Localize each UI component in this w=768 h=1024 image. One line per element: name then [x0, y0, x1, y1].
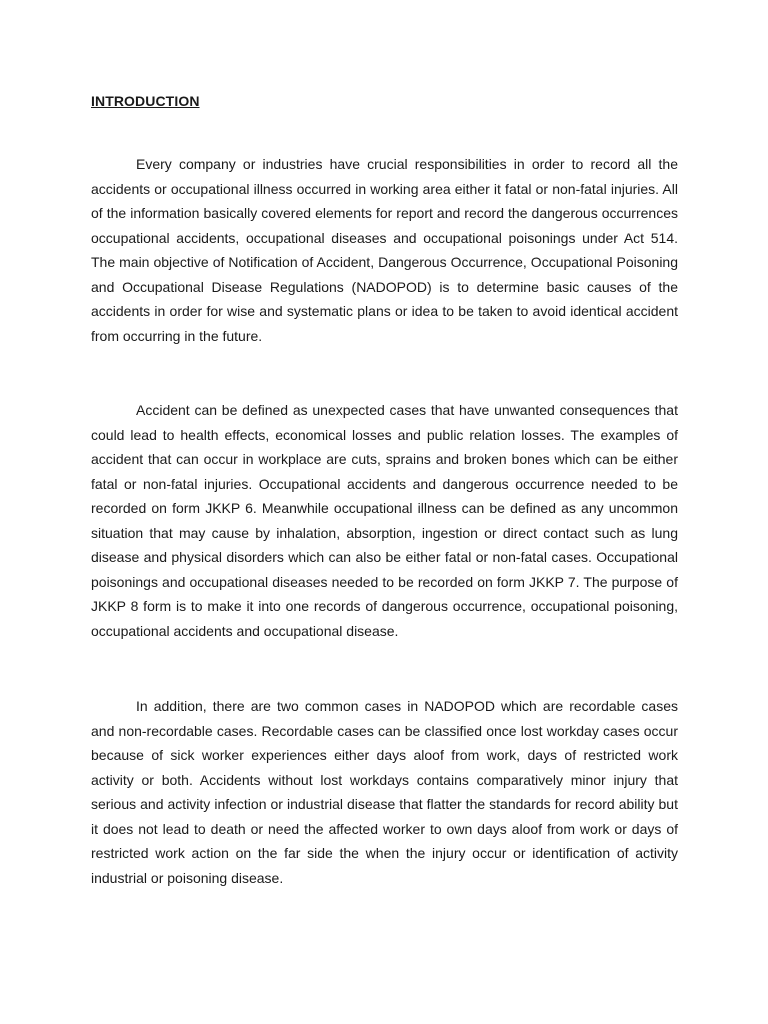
- paragraph-2: Accident can be defined as unexpected cases that have unwanted consequences that could lead to health effects, economical losses and public relation losses. The examples of accident that can occur in workplace are cuts, sprains and broken bones which can be either fatal or non-fatal injuries. Occupational accidents and dangerous occurrence needed to be recorded on form JKKP 6. Meanwhile occupational illness can be defined as any uncommon situation that may cause by inhalation, absorption, ingestion or direct contact such as lung disease and physical disorders which can also be either fatal or non-fatal cases. Occupational poisonings and occupational diseases needed to be recorded on form JKKP 7. The purpose of JKKP 8 form is to make it into one records of dangerous occurrence, occupational poisoning, occupational accidents and occupational disease.: [91, 402, 678, 639]
- paragraph-3: In addition, there are two common cases in NADOPOD which are recordable cases and non-recordable cases. Recordable cases can be classified once lost workday cases occur because of sick worker experiences either days aloof from work, days of restricted work activity or both. Accidents without lost workdays contains comparatively minor injury that serious and activity infection or industrial disease that flatter the standards for record ability but it does not lead to death or need the affected worker to own days aloof from work or days of restricted work action on the far side the when the injury occur or identification of activity industrial or poisoning disease.: [91, 698, 678, 886]
- paragraph-1: Every company or industries have crucial responsibilities in order to record all the accidents or occupational illness occurred in working area either it fatal or non-fatal injuries. All of the information basically covered elements for report and record the dangerous occurrences occupational accidents, occupational diseases and occupational poisonings under Act 514. The main objective of Notification of Accident, Dangerous Occurrence, Occupational Poisoning and Occupational Disease Regulations (NADOPOD) is to determine basic causes of the accidents in order for wise and systematic plans or idea to be taken to avoid identical accident from occurring in the future.: [91, 156, 678, 344]
- section-heading: INTRODUCTION: [91, 93, 200, 109]
